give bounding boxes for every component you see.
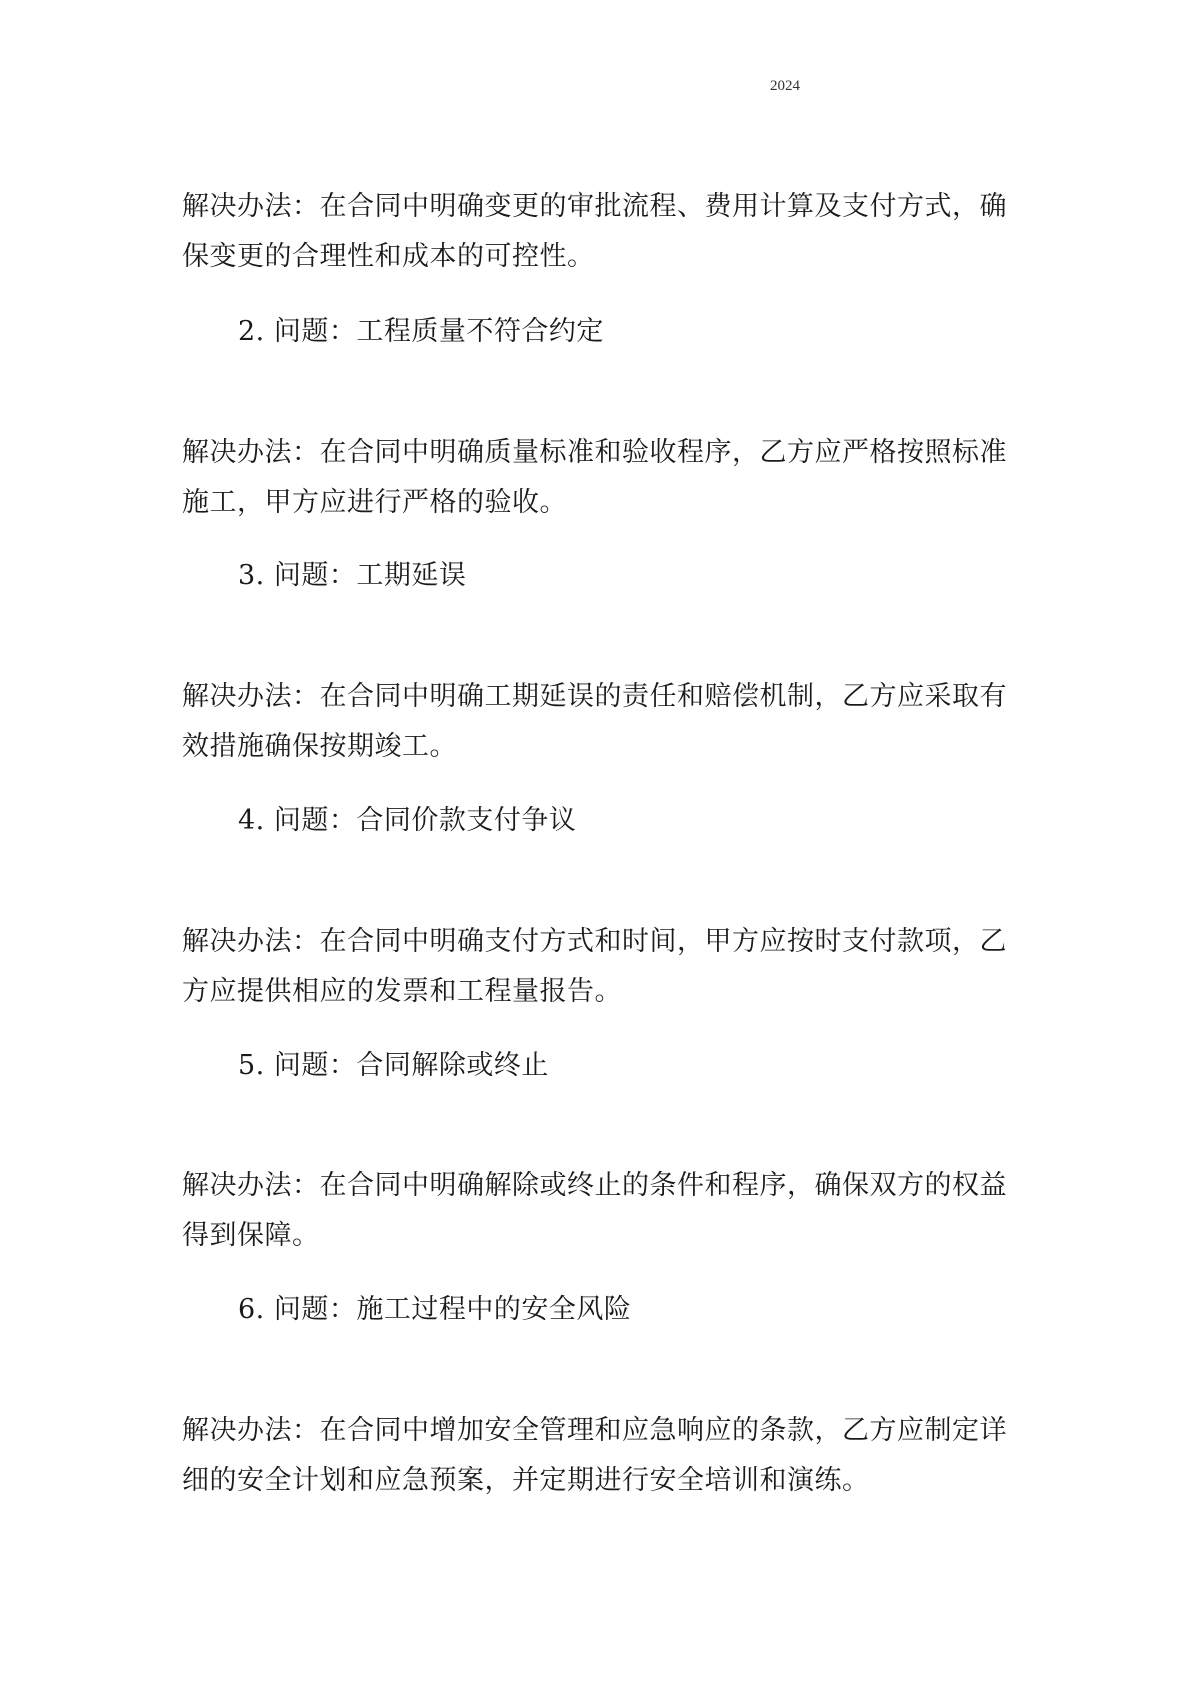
solution-paragraph: 解决办法：在合同中明确支付方式和时间，甲方应按时支付款项，乙方应提供相应的发票和工程量报告。 — [182, 926, 1007, 1007]
solution-paragraph: 解决办法：在合同中明确变更的审批流程、费用计算及支付方式，确保变更的合理性和成本的可控性。 — [182, 191, 1007, 272]
problem-heading: 5. 问题：合同解除或终止 — [238, 1050, 549, 1081]
header-year: 2024 — [770, 78, 800, 94]
problem-heading: 6. 问题：施工过程中的安全风险 — [238, 1294, 632, 1325]
problem-heading: 4. 问题：合同价款支付争议 — [238, 805, 577, 836]
problem-heading: 2. 问题：工程质量不符合约定 — [238, 316, 604, 347]
solution-paragraph: 解决办法：在合同中明确工期延误的责任和赔偿机制，乙方应采取有效措施确保按期竣工。 — [182, 681, 1007, 762]
solution-paragraph: 解决办法：在合同中增加安全管理和应急响应的条款，乙方应制定详细的安全计划和应急预案，并定期进行安全培训和演练。 — [182, 1415, 1007, 1496]
solution-paragraph: 解决办法：在合同中明确质量标准和验收程序，乙方应严格按照标准施工，甲方应进行严格的验收。 — [182, 437, 1007, 518]
solution-paragraph: 解决办法：在合同中明确解除或终止的条件和程序，确保双方的权益得到保障。 — [182, 1170, 1007, 1251]
problem-heading: 3. 问题：工期延误 — [238, 560, 467, 591]
